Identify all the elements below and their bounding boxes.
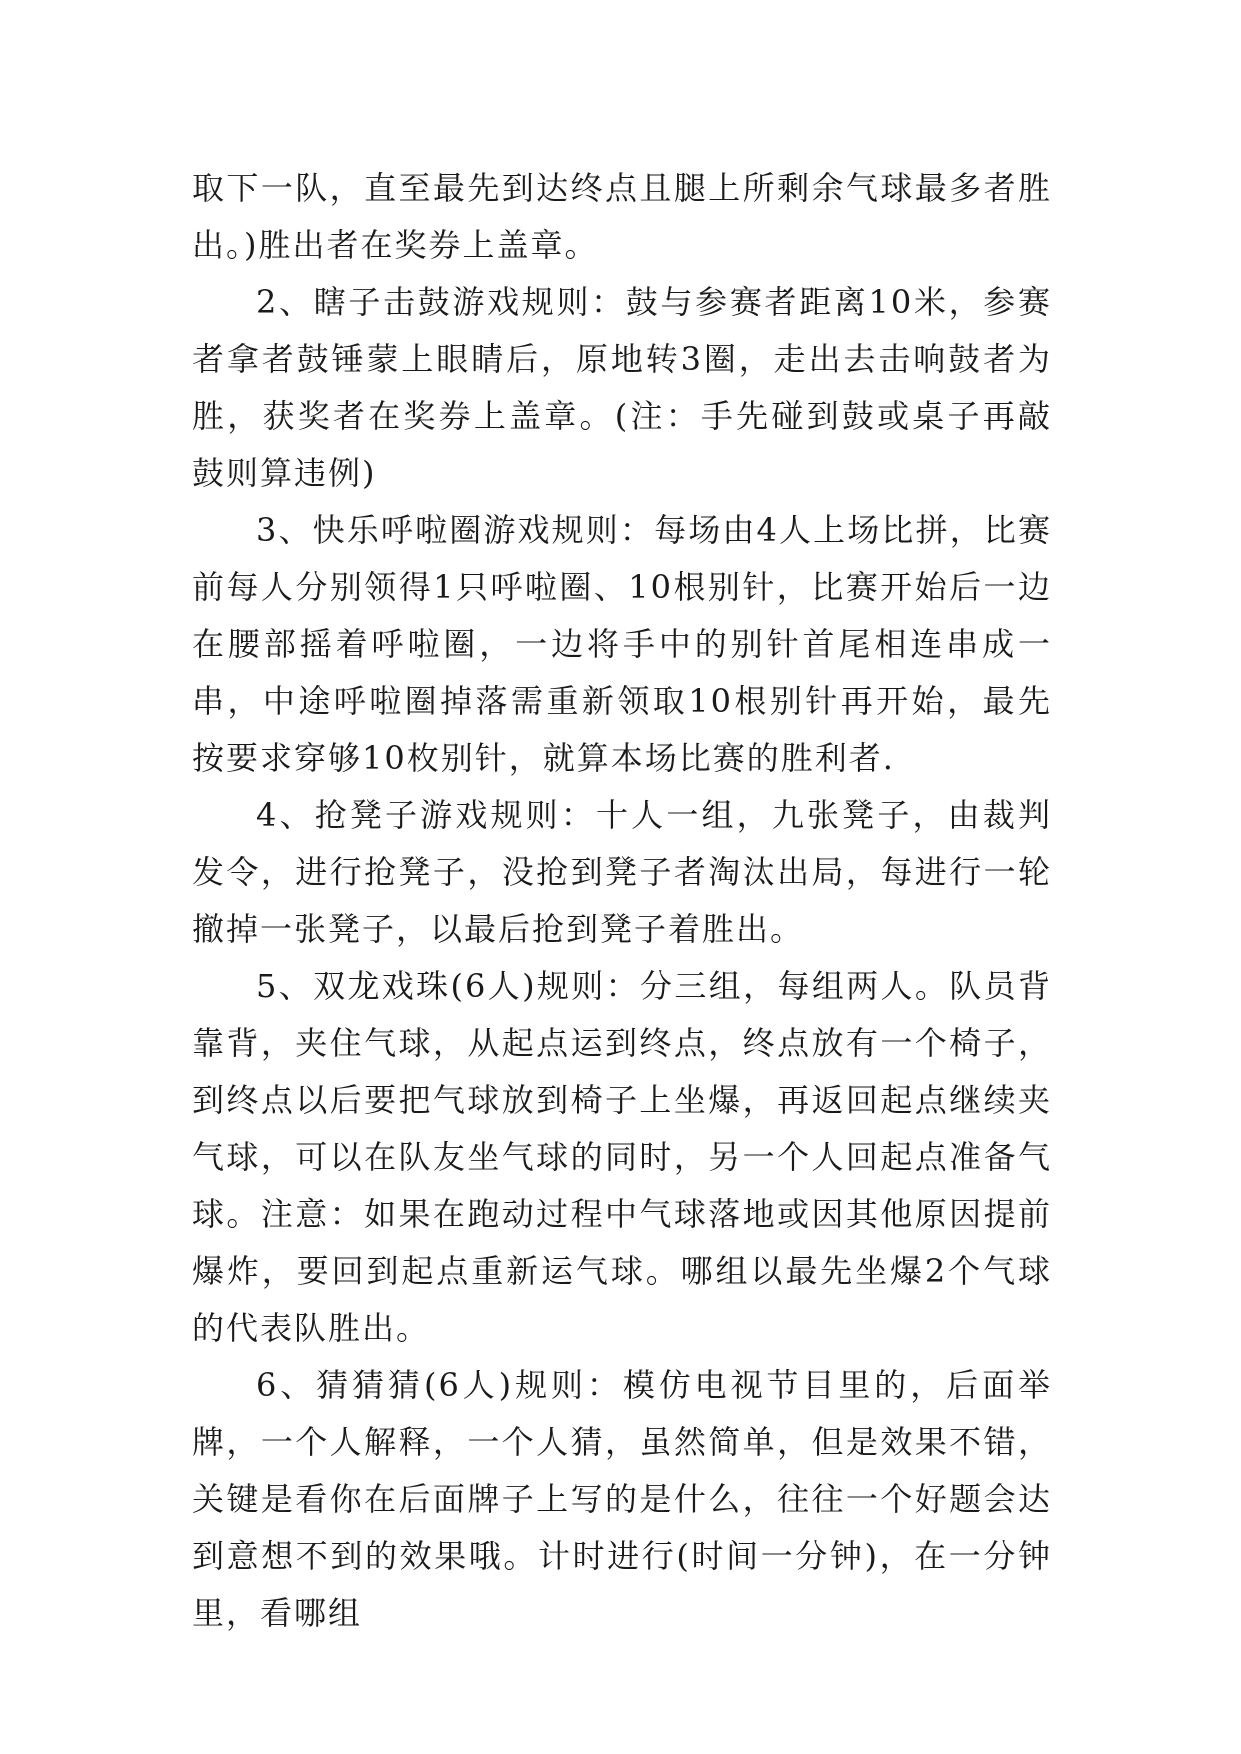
paragraph-musical-chairs-rules: 4、抢凳子游戏规则：十人一组，九张凳子，由裁判发令，进行抢凳子，没抢到凳子者淘汰出局，每进行一轮撤掉一张凳子，以最后抢到凳子着胜出。 [192,796,1052,948]
paragraph-guessing-game-rules: 6、猜猜猜(6人)规则：模仿电视节目里的，后面举牌，一个人解释，一个人猜，虽然简单，但是效果不错，关键是看你在后面牌子上写的是什么，往往一个好题会达到意想不到的效果哦。计时进行(时间一分钟)，在一分钟里，看哪组 [192,1366,1052,1632]
paragraph-double-dragon-rules: 5、双龙戏珠(6人)规则：分三组，每组两人。队员背靠背，夹住气球，从起点运到终点，终点放有一个椅子，到终点以后要把气球放到椅子上坐爆，再返回起点继续夹气球，可以在队友坐气球的同时，另一个人回起点准备气球。注意：如果在跑动过程中气球落地或因其他原因提前爆炸，要回到起点重新运气球。哪组以最先坐爆2个气球的代表队胜出。 [192,967,1052,1347]
paragraph-hula-hoop-rules: 3、快乐呼啦圈游戏规则：每场由4人上场比拼，比赛前每人分别领得1只呼啦圈、10根别针，比赛开始后一边在腰部摇着呼啦圈，一边将手中的别针首尾相连串成一串，中途呼啦圈掉落需重新领取10根别针再开始，最先按要求穿够10枚别针，就算本场比赛的胜利者. [192,511,1052,777]
paragraph-continuation: 取下一队，直至最先到达终点且腿上所剩余气球最多者胜出。)胜出者在奖券上盖章。 [192,169,1052,264]
document-body [192,160,1052,1642]
paragraph-blind-drum-rules: 2、瞎子击鼓游戏规则：鼓与参赛者距离10米，参赛者拿者鼓锤蒙上眼睛后，原地转3圈，走出去击响鼓者为胜，获奖者在奖券上盖章。(注：手先碰到鼓或桌子再敲鼓则算违例) [192,283,1052,492]
